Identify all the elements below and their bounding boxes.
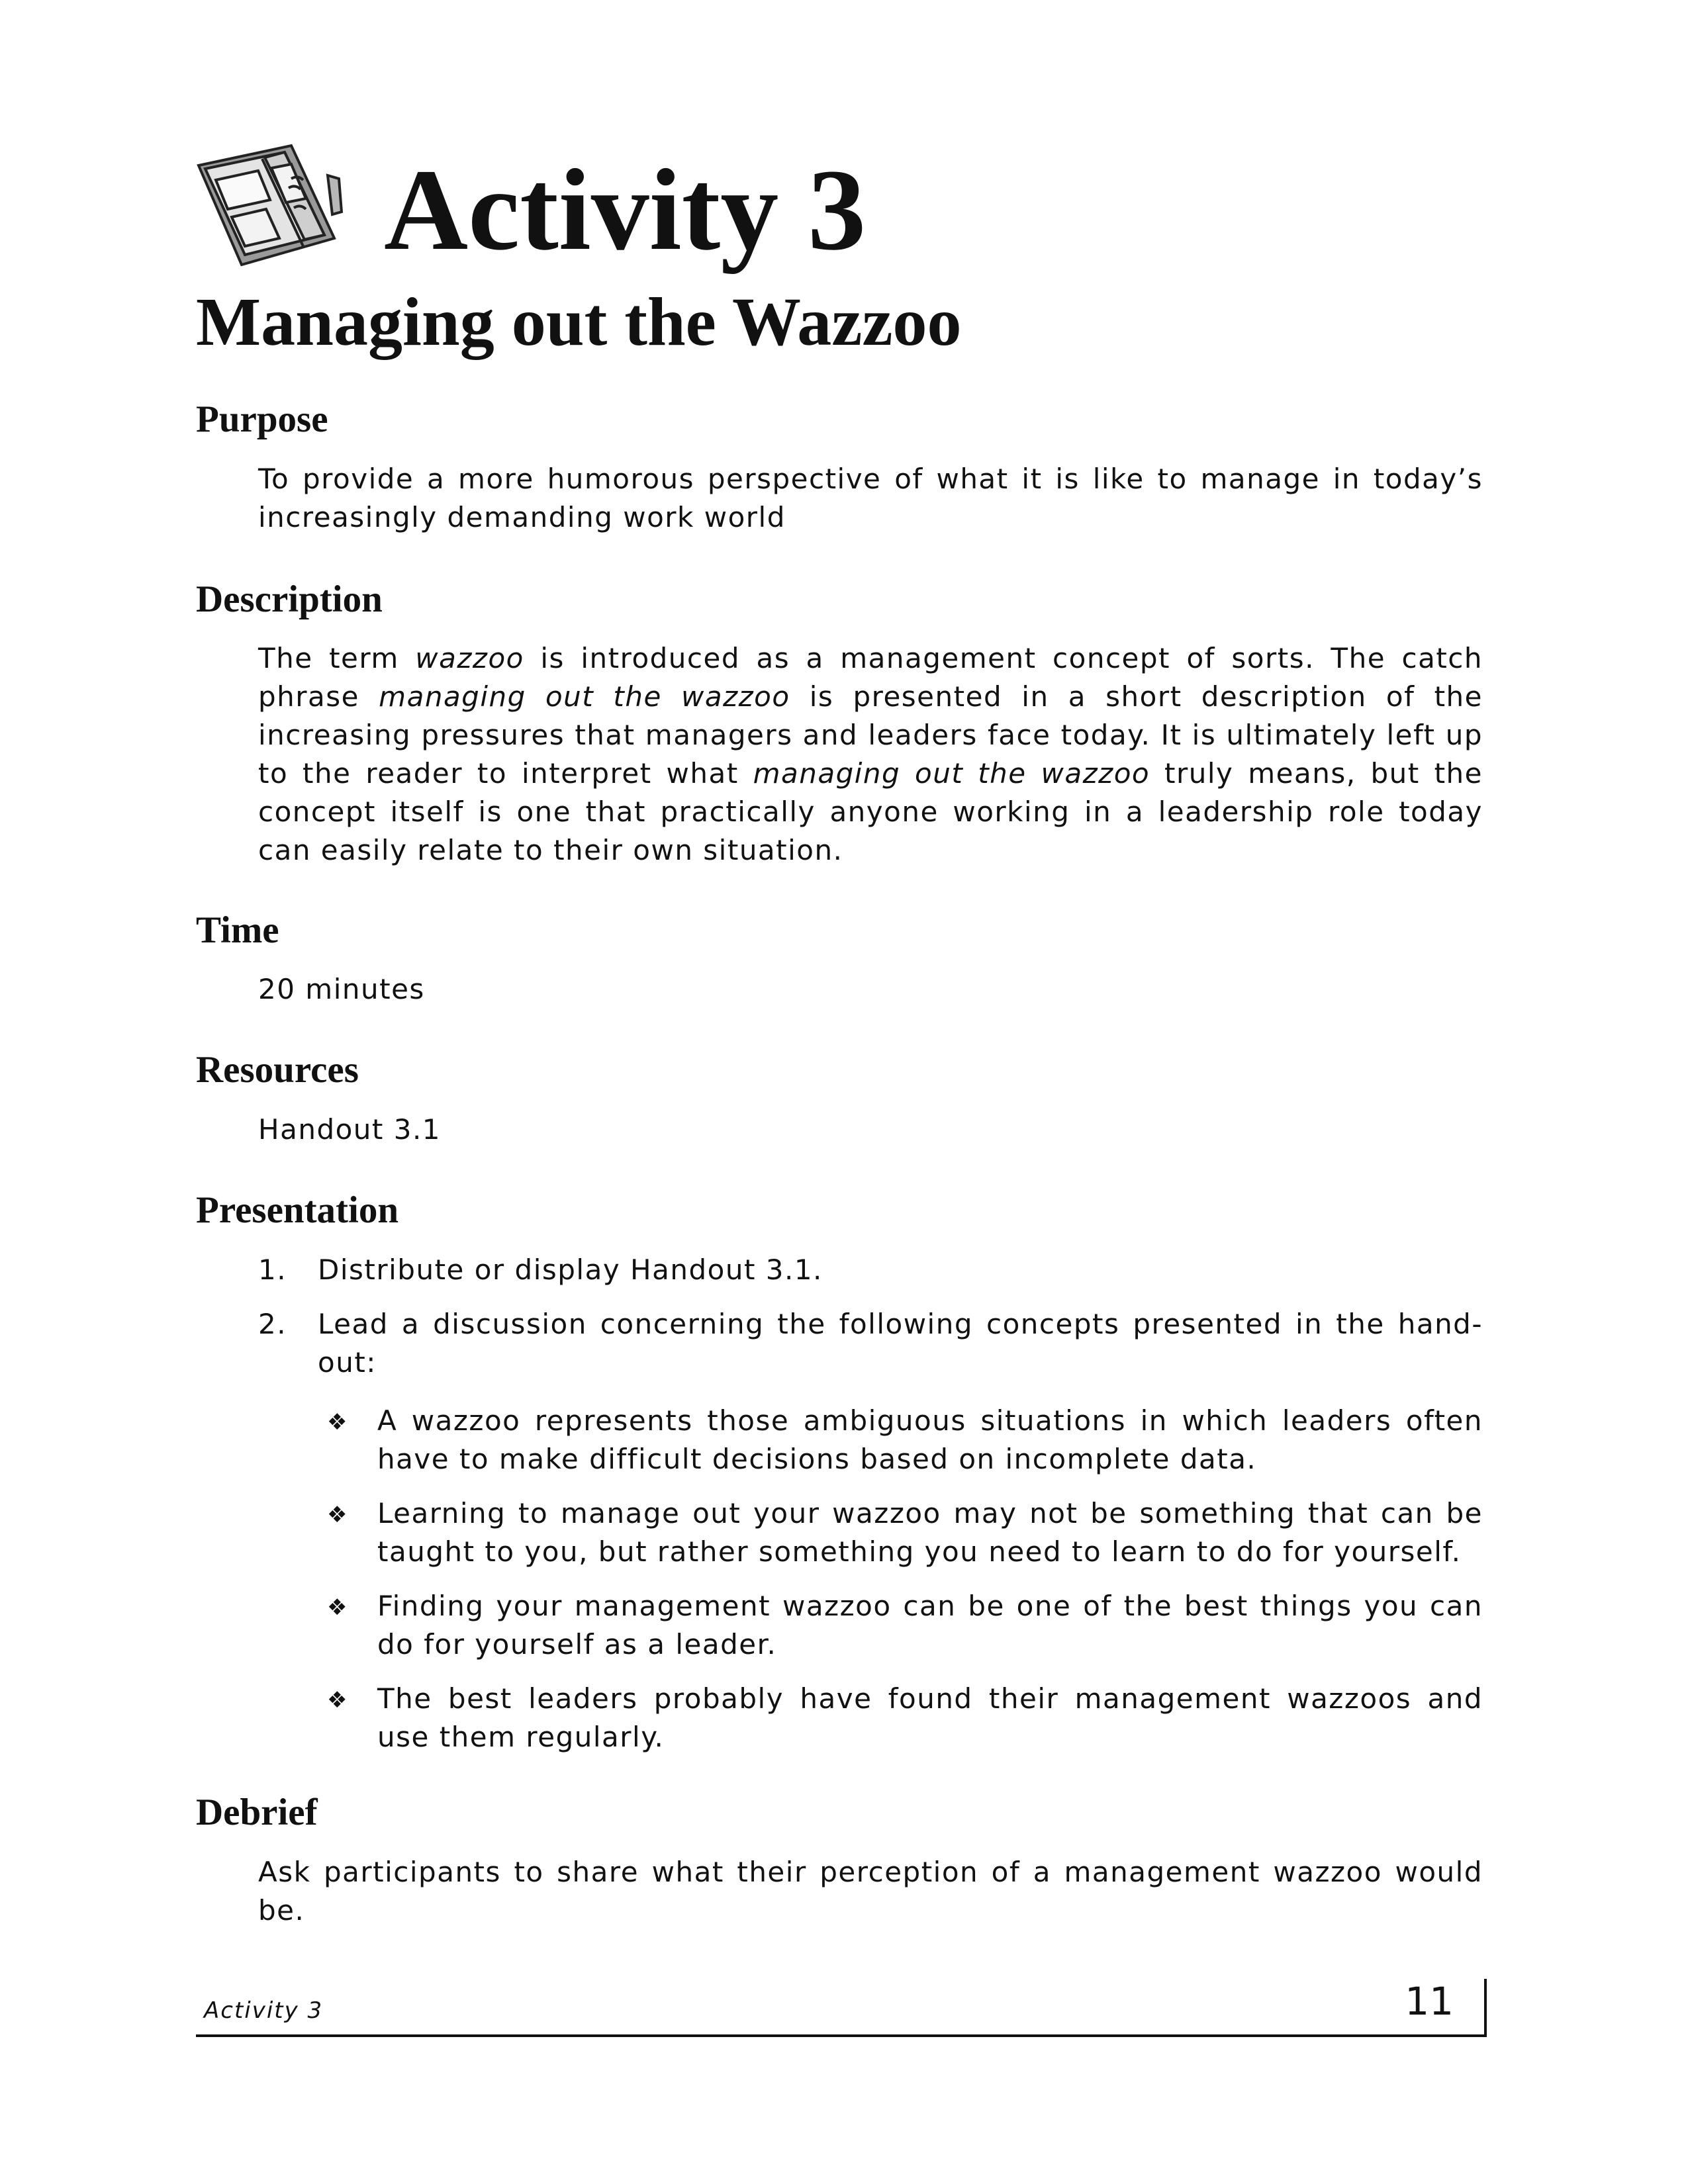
list-marker: 2. bbox=[258, 1308, 287, 1340]
list-item-text: A wazzoo represents those ambiguous situations in which leaders often have to make difficult decisions based on incomplete data. bbox=[377, 1404, 1483, 1475]
description-emphasis: wazzoo bbox=[415, 642, 524, 674]
list-item-text: Learning to manage out your wazzoo may not be something that can be taught to you, but rather something you need to learn to do for yourself. bbox=[377, 1497, 1483, 1568]
list-item bbox=[318, 1587, 1483, 1664]
time-text: 20 minutes bbox=[258, 973, 425, 1005]
description-emphasis: managing out the wazzoo bbox=[753, 757, 1150, 790]
page-number: 11 bbox=[1405, 1979, 1454, 2024]
debrief-text: Ask participants to share what their perception of a management wazzoo would be. bbox=[258, 1856, 1483, 1927]
description-emphasis: managing out the wazzoo bbox=[379, 680, 790, 713]
list-item bbox=[258, 1251, 1483, 1289]
list-item bbox=[318, 1680, 1483, 1756]
list-item-text: The best leaders probably have found their management wazzoos and use them regularly. bbox=[377, 1682, 1483, 1753]
diamond-bullet-icon: ❖ bbox=[327, 1409, 348, 1435]
debrief-heading: Debrief bbox=[196, 1792, 318, 1833]
description-text bbox=[258, 639, 1483, 870]
purpose-heading: Purpose bbox=[196, 398, 328, 440]
list-item-text: Distribute or display Handout 3.1. bbox=[318, 1253, 823, 1286]
open-book-icon bbox=[192, 139, 344, 271]
activity-header bbox=[192, 139, 1450, 285]
description-segment: The term bbox=[258, 642, 416, 674]
diamond-bullet-icon: ❖ bbox=[327, 1594, 348, 1621]
list-item-text: Finding your management wazzoo can be one of the best things you can do for yourself as a leader. bbox=[377, 1590, 1483, 1661]
list-item-text: Lead a discussion concerning the following concepts presented in the hand-out: bbox=[318, 1308, 1483, 1379]
diamond-bullet-icon: ❖ bbox=[327, 1502, 348, 1528]
resources-text: Handout 3.1 bbox=[258, 1113, 442, 1146]
list-marker: 1. bbox=[258, 1253, 287, 1286]
description-segment: is introduced as a management concept of sorts. The catch phrase bbox=[258, 642, 1483, 713]
footer-label: Activity 3 bbox=[204, 1997, 324, 2024]
footer-vertical-divider bbox=[1484, 1979, 1487, 2037]
description-heading: Description bbox=[196, 578, 383, 620]
diamond-bullet-icon: ❖ bbox=[327, 1687, 348, 1713]
list-item bbox=[258, 1305, 1483, 1382]
page-footer bbox=[196, 1979, 1487, 2045]
concept-bullets bbox=[318, 1402, 1483, 1772]
footer-divider bbox=[196, 2034, 1487, 2037]
presentation-heading: Presentation bbox=[196, 1189, 399, 1231]
list-item bbox=[318, 1402, 1483, 1479]
resources-heading: Resources bbox=[196, 1049, 359, 1091]
activity-title: Activity 3 bbox=[384, 146, 867, 275]
page-title: Managing out the Wazzoo bbox=[196, 284, 962, 360]
description-segment: is presented in a short description of the increasing pressures that managers and leaders face today. It is ultimately left up to the reader to interpret what bbox=[258, 680, 1483, 790]
list-item bbox=[318, 1494, 1483, 1571]
purpose-text: To provide a more humorous perspective of what it is like to manage in today’s increasingly demanding work world bbox=[258, 463, 1483, 533]
presentation-steps bbox=[258, 1251, 1483, 1382]
description-segment: truly means, but the concept itself is one that practically anyone working in a leadership role today can easily relate to their own situation. bbox=[258, 757, 1483, 866]
time-heading: Time bbox=[196, 909, 279, 951]
